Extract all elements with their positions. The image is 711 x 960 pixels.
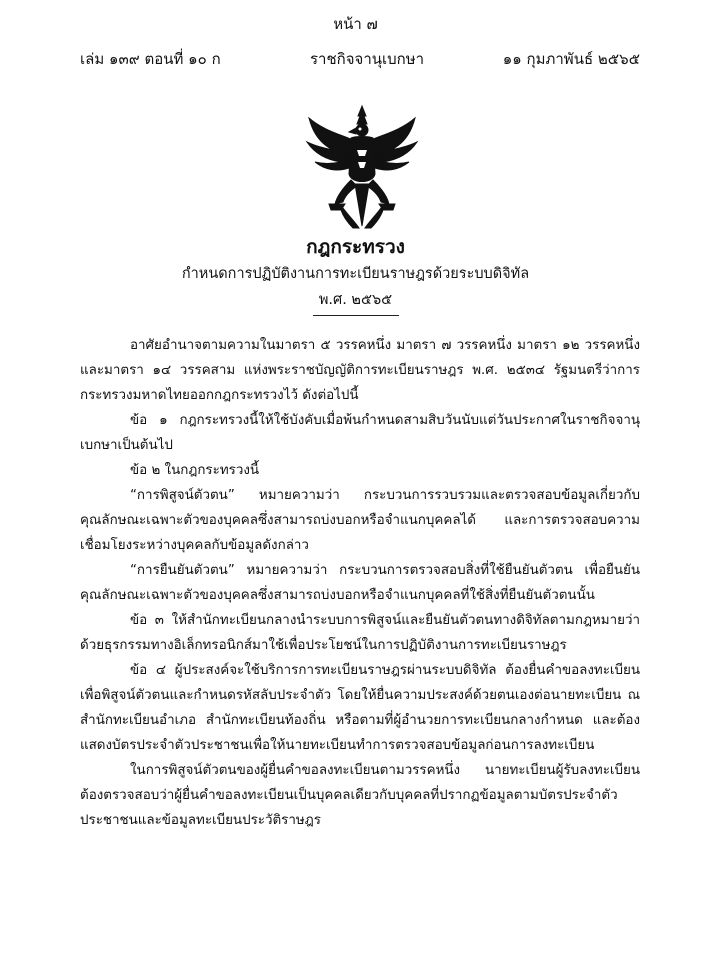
document-year: พ.ศ. ๒๕๖๕ [318, 292, 393, 308]
gazette-header [80, 46, 640, 72]
publication-name: ราชกิจจานุเบกษา [310, 50, 425, 68]
page-number: หน้า ๗ [333, 15, 378, 33]
clause-4: ข้อ ๔ ผู้ประสงค์จะใช้บริการการทะเบียนราษฎรผ่านระบบดิจิทัล ต้องยื่นคำขอลงทะเบียนเพื่อพิสูจน์ตัวตนและกำหนดรหัสลับประจำตัว โดยให้ยื่นความประสงค์ด้วยตนเองต่อนายทะเบียน ณ สำนักทะเบียนอำเภอ สำนักทะเบียนท้องถิ่น หรือตามที่ผู้อำนวยการทะเบียนกลางกำหนด และต้องแสดงบัตรประจำตัวประชาชนเพื่อให้นายทะเบียนทำการตรวจสอบข้อมูลก่อนการลงทะเบียน [80, 663, 640, 753]
clause-1: ข้อ ๑ กฎกระทรวงนี้ให้ใช้บังคับเมื่อพ้นกำหนดสามสิบวันนับแต่วันประกาศในราชกิจจานุเบกษาเป็นต้นไป [80, 413, 640, 453]
clause-2: ข้อ ๒ ในกฎกระทรวงนี้ [130, 463, 260, 478]
publication-date: ๑๑ กุมภาพันธ์ ๒๕๖๕ [502, 50, 640, 68]
document-body [80, 333, 640, 833]
definition-authentication: “การยืนยันตัวตน” หมายความว่า กระบวนการตรวจสอบสิ่งที่ใช้ยืนยันตัวตน เพื่อยืนยันคุณลักษณะเฉพาะตัวของบุคคลซึ่งสามารถบ่งบอกหรือจำแนกบุคคลที่ใช้สิ่งที่ยืนยันตัวตนนั้น [80, 563, 640, 603]
clause-3: ข้อ ๓ ให้สำนักทะเบียนกลางนำระบบการพิสูจน์และยืนยันตัวตนทางดิจิทัลตามกฎหมายว่าด้วยธุรกรรมทางอิเล็กทรอนิกส์มาใช้เพื่อประโยชน์ในการปฏิบัติงานการทะเบียนราษฎร [80, 613, 640, 653]
clause-4-paragraph-2: ในการพิสูจน์ตัวตนของผู้ยื่นคำขอลงทะเบียนตามวรรคหนึ่ง นายทะเบียนผู้รับลงทะเบียนต้องตรวจสอบว่าผู้ยื่นคำขอลงทะเบียนเป็นบุคคลเดียวกับบุคคลที่ปรากฏข้อมูลตามบัตรประจำตัวประชาชนและข้อมูลทะเบียนประวัติราษฎร [80, 763, 640, 828]
document-subtitle: กำหนดการปฏิบัติงานการทะเบียนราษฎรด้วยระบบดิจิทัล [181, 266, 530, 282]
volume-issue: เล่ม ๑๓๙ ตอนที่ ๑๐ ก [80, 50, 221, 68]
definition-identity-proofing: “การพิสูจน์ตัวตน” หมายความว่า กระบวนการรวบรวมและตรวจสอบข้อมูลเกี่ยวกับคุณลักษณะเฉพาะตัวของบุคคลซึ่งสามารถบ่งบอกหรือจำแนกบุคคลได้ และการตรวจสอบความเชื่อมโยงระหว่างบุคคลกับข้อมูลดังกล่าว [80, 488, 640, 553]
preamble-paragraph: อาศัยอำนาจตามความในมาตรา ๕ วรรคหนึ่ง มาตรา ๗ วรรคหนึ่ง มาตรา ๑๒ วรรคหนึ่ง และมาตรา ๑๔ วรรคสาม แห่งพระราชบัญญัติการทะเบียนราษฎร พ.ศ. ๒๕๓๔ รัฐมนตรีว่าการกระทรวงมหาดไทยออกกฎกระทรวงไว้ ดังต่อไปนี้ [80, 338, 640, 403]
title-divider [313, 315, 399, 316]
document-title: กฎกระทรวง [306, 236, 405, 258]
garuda-emblem-icon [303, 104, 421, 232]
